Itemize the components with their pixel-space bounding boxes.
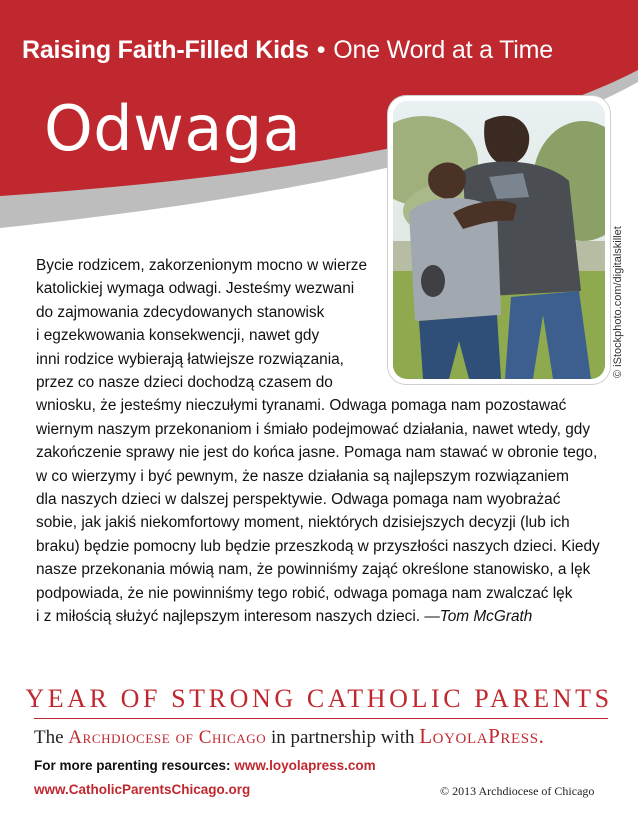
body-line: Bycie rodzicem, zakorzenionym mocno w wierze (36, 257, 368, 274)
body-last-line (36, 605, 596, 628)
loyola-word: Loyola (419, 724, 489, 748)
body-line: zakończenie sprawy nie jest do końca jasne. Pomaga nam stawać w obronie tego, (36, 444, 598, 462)
year-title: YEAR OF STRONG CATHOLIC PARENTS (25, 684, 613, 713)
partner-middle: in partnership with (270, 727, 415, 748)
body-line: do zajmowania zdecydowanych stanowisk (36, 303, 325, 321)
body-line: i egzekwowania konsekwencji, nawet gdy (36, 327, 320, 345)
author-signature: —Tom McGrath (424, 608, 533, 626)
copyright-notice: © 2013 Archdiocese of Chicago (440, 784, 595, 798)
resources-label: For more parenting resources: (34, 758, 231, 773)
photo-credit: © iStockphoto.com/digitalskillet (612, 226, 624, 378)
word-title: Odwaga (44, 92, 302, 165)
body-line: podpowiada, że nie powinniśmy tego robić, odwaga pomaga nam zwalczać lęk (36, 584, 573, 602)
resources-line (34, 758, 376, 773)
body-line: wiernym naszym przekonaniom i śmiało podejmować działania, nawet wtedy, gdy (36, 420, 591, 438)
body-line: katolickiej wymaga odwagi. Jesteśmy wezwani (36, 280, 355, 298)
series-title-rest: One Word at a Time (333, 36, 553, 64)
body-line: przez co nasze dzieci dochodzą czasem do (36, 374, 333, 392)
footer-divider (34, 718, 608, 719)
catholic-parents-link[interactable]: www.CatholicParentsChicago.org (34, 782, 251, 797)
press-word: Press. (488, 724, 545, 748)
loyola-press-logo (419, 724, 544, 748)
body-line: dla naszych dzieci w dalszej perspektywie. Odwaga pomaga nam wyobrażać (36, 491, 561, 509)
loyola-press-link[interactable]: www.loyolapress.com (234, 758, 376, 773)
body-line: sobie, jak jakiś niekomfortowy moment, niektórych dzisiejszych decyzji (lub ich (36, 514, 570, 532)
body-line: inni rodzice wybierają łatwiejsze rozwiązania, (36, 350, 344, 368)
archdiocese-name: Archdiocese of Chicago (68, 727, 267, 748)
series-title-bold: Raising Faith-Filled Kids (22, 36, 309, 64)
body-paragraph (36, 254, 600, 629)
partner-line (34, 724, 614, 749)
partner-the: The (34, 727, 64, 748)
body-line: nasze przekonania mówią nam, że powinniśmy zająć określone stanowisko, a lęk (36, 561, 591, 579)
series-title (22, 36, 622, 65)
body-last-text: i z miłością służyć najlepszym interesom naszych dzieci. (36, 608, 421, 626)
body-line: wniosku, że jesteśmy nieczułymi tyranami. Odwaga pomaga nam pozostawać (36, 397, 567, 415)
body-line: w co wierzymy i być pewnym, że nasze działania są najlepszym rozwiązaniem (36, 467, 569, 485)
series-bullet: • (316, 36, 326, 64)
body-line: braku) będzie pomocny lub będzie przeszkodą w przyszłości naszych dzieci. Kiedy (36, 537, 600, 555)
